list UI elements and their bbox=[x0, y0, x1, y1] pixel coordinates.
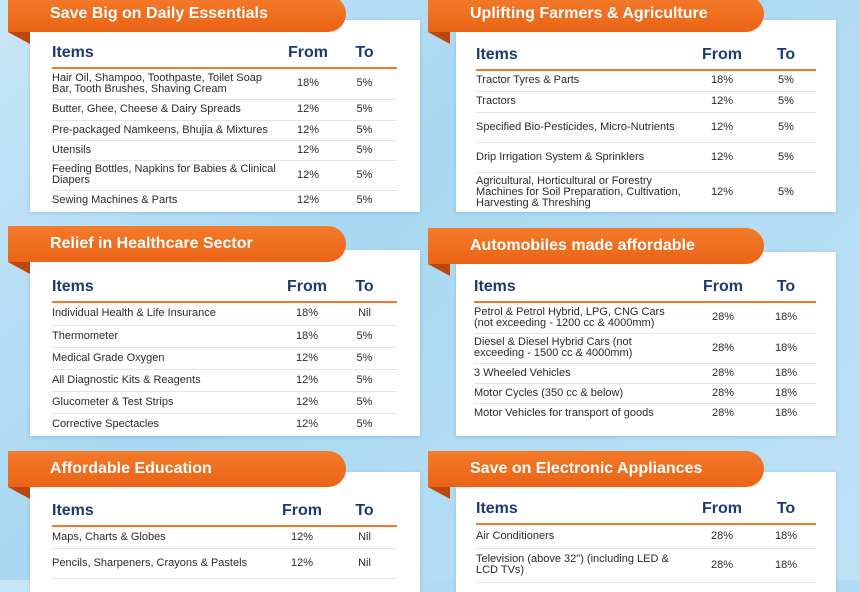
ribbon-fold bbox=[428, 32, 450, 44]
table-row bbox=[52, 302, 397, 325]
item-cell: Maps, Charts & Globes bbox=[52, 526, 272, 548]
item-cell: Drip Irrigation System & Sprinklers bbox=[476, 142, 688, 172]
from-cell: 12% bbox=[688, 91, 756, 112]
item-cell: Diesel & Diesel Hybrid Cars (not exceeding - 1500 cc & 4000mm) bbox=[474, 333, 690, 363]
from-cell: 18% bbox=[284, 68, 332, 99]
from-cell: 12% bbox=[282, 391, 332, 413]
from-cell: 12% bbox=[284, 99, 332, 120]
from-cell: 18% bbox=[282, 325, 332, 347]
to-cell: 5% bbox=[332, 160, 397, 190]
table-row bbox=[476, 142, 816, 172]
table-education bbox=[52, 494, 397, 579]
table-header-row bbox=[476, 38, 816, 70]
ribbon-fold bbox=[8, 262, 30, 274]
table-automobiles bbox=[474, 270, 816, 424]
from-cell: 18% bbox=[282, 302, 332, 325]
header-items: Items bbox=[476, 38, 688, 70]
table-row bbox=[474, 383, 816, 403]
header-from: From bbox=[690, 270, 756, 302]
from-cell: 12% bbox=[284, 140, 332, 160]
header-items: Items bbox=[474, 270, 690, 302]
from-cell: 12% bbox=[284, 160, 332, 190]
header-from: From bbox=[272, 494, 332, 526]
header-from: From bbox=[688, 38, 756, 70]
item-cell: Pre-packaged Namkeens, Bhujia & Mixtures bbox=[52, 120, 284, 140]
from-cell: 28% bbox=[690, 302, 756, 333]
header-to: To bbox=[756, 38, 816, 70]
table-healthcare bbox=[52, 270, 397, 435]
ribbon-fold bbox=[8, 487, 30, 499]
table-header-row bbox=[474, 270, 816, 302]
table-row bbox=[52, 548, 397, 578]
table-row bbox=[52, 526, 397, 548]
table-row bbox=[474, 302, 816, 333]
item-cell: Feeding Bottles, Napkins for Babies & Clinical Diapers bbox=[52, 160, 284, 190]
header-from: From bbox=[284, 36, 332, 68]
item-cell: Tractors bbox=[476, 91, 688, 112]
from-cell: 28% bbox=[690, 363, 756, 383]
table-row bbox=[52, 120, 397, 140]
section-title-text: Save Big on Daily Essentials bbox=[50, 5, 268, 22]
item-cell: Individual Health & Life Insurance bbox=[52, 302, 282, 325]
from-cell: 12% bbox=[272, 548, 332, 578]
header-items: Items bbox=[52, 494, 272, 526]
section-title-healthcare bbox=[8, 226, 346, 262]
table-electronics bbox=[476, 492, 816, 583]
table-row bbox=[476, 70, 816, 91]
from-cell: 28% bbox=[688, 548, 756, 582]
item-cell: Sewing Machines & Parts bbox=[52, 193, 178, 206]
item-cell: Agricultural, Horticultural or Forestry Machines for Soil Preparation, Cultivation, Harvesting & Threshing bbox=[476, 174, 681, 209]
table-row bbox=[52, 99, 397, 120]
header-to: To bbox=[332, 270, 397, 302]
from-cell: 28% bbox=[690, 383, 756, 403]
table-header-row bbox=[52, 270, 397, 302]
item-cell: All Diagnostic Kits & Reagents bbox=[52, 369, 282, 391]
item-cell: Air Conditioners bbox=[476, 524, 688, 548]
header-items: Items bbox=[52, 36, 284, 68]
to-cell: 5% bbox=[332, 325, 397, 347]
table-daily-essentials bbox=[52, 36, 397, 210]
to-cell: Nil bbox=[332, 526, 397, 548]
table-row bbox=[52, 160, 397, 190]
section-title-agriculture bbox=[428, 0, 764, 32]
item-cell: Utensils bbox=[52, 140, 284, 160]
table-row bbox=[52, 325, 397, 347]
item-cell: Television (above 32") (including LED & LCD TVs) bbox=[476, 548, 688, 582]
to-cell: 18% bbox=[774, 407, 798, 420]
section-title-text: Relief in Healthcare Sector bbox=[50, 235, 253, 252]
item-cell: Thermometer bbox=[52, 325, 282, 347]
item-cell: 3 Wheeled Vehicles bbox=[474, 363, 690, 383]
table-row bbox=[476, 172, 816, 212]
from-cell: 18% bbox=[688, 70, 756, 91]
section-title-electronics bbox=[428, 451, 764, 487]
section-title-text: Uplifting Farmers & Agriculture bbox=[470, 5, 708, 22]
to-cell: 5% bbox=[332, 391, 397, 413]
to-cell: 18% bbox=[756, 333, 816, 363]
to-cell: 5% bbox=[332, 347, 397, 369]
table-row bbox=[52, 68, 397, 99]
to-cell: Nil bbox=[332, 302, 397, 325]
table-row bbox=[474, 403, 816, 424]
header-to: To bbox=[756, 492, 816, 524]
from-cell: 12% bbox=[272, 526, 332, 548]
item-cell: Motor Cycles (350 cc & below) bbox=[474, 383, 690, 403]
from-cell: 12% bbox=[710, 185, 734, 198]
from-cell: 28% bbox=[711, 407, 735, 420]
table-row bbox=[476, 524, 816, 548]
table-header-row bbox=[52, 36, 397, 68]
header-from: From bbox=[688, 492, 756, 524]
table-row bbox=[474, 333, 816, 363]
item-cell: Glucometer & Test Strips bbox=[52, 391, 282, 413]
table-row bbox=[52, 347, 397, 369]
item-cell: Petrol & Petrol Hybrid, LPG, CNG Cars (not exceeding - 1200 cc & 4000mm) bbox=[474, 302, 690, 333]
to-cell: 5% bbox=[756, 142, 816, 172]
item-cell: Butter, Ghee, Cheese & Dairy Spreads bbox=[52, 99, 284, 120]
from-cell: 28% bbox=[690, 333, 756, 363]
to-cell: 18% bbox=[756, 383, 816, 403]
table-agriculture bbox=[476, 38, 816, 212]
table-row bbox=[52, 391, 397, 413]
table-row bbox=[52, 140, 397, 160]
from-cell: 12% bbox=[688, 142, 756, 172]
to-cell: 5% bbox=[332, 120, 397, 140]
to-cell: Nil bbox=[332, 548, 397, 578]
ribbon-fold bbox=[428, 264, 450, 276]
table-row bbox=[476, 548, 816, 582]
from-cell: 12% bbox=[282, 347, 332, 369]
item-cell: Specified Bio-Pesticides, Micro-Nutrients bbox=[476, 112, 688, 142]
section-title-text: Save on Electronic Appliances bbox=[470, 460, 703, 477]
table-header-row bbox=[52, 494, 397, 526]
table-row bbox=[476, 91, 816, 112]
to-cell: 5% bbox=[332, 140, 397, 160]
table-header-row bbox=[476, 492, 816, 524]
section-title-education bbox=[8, 451, 346, 487]
header-from: From bbox=[282, 270, 332, 302]
item-cell: Corrective Spectacles bbox=[52, 417, 159, 430]
to-cell: 5% bbox=[332, 68, 397, 99]
header-to: To bbox=[332, 494, 397, 526]
from-cell: 12% bbox=[282, 369, 332, 391]
to-cell: 5% bbox=[356, 193, 373, 206]
to-cell: 5% bbox=[756, 91, 816, 112]
to-cell: 5% bbox=[756, 112, 816, 142]
header-to: To bbox=[332, 36, 397, 68]
table-row bbox=[52, 190, 397, 210]
item-cell: Motor Vehicles for transport of goods bbox=[474, 407, 654, 420]
to-cell: 5% bbox=[778, 185, 794, 198]
section-title-text: Automobiles made affordable bbox=[470, 237, 695, 254]
table-row bbox=[52, 369, 397, 391]
to-cell: 18% bbox=[756, 524, 816, 548]
header-to: To bbox=[756, 270, 816, 302]
table-row bbox=[474, 363, 816, 383]
item-cell: Hair Oil, Shampoo, Toothpaste, Toilet Soap Bar, Tooth Brushes, Shaving Cream bbox=[52, 68, 284, 99]
from-cell: 12% bbox=[688, 112, 756, 142]
section-title-automobiles bbox=[428, 228, 764, 264]
to-cell: 18% bbox=[756, 363, 816, 383]
ribbon-fold bbox=[8, 32, 30, 44]
ribbon-fold bbox=[428, 487, 450, 499]
item-cell: Medical Grade Oxygen bbox=[52, 347, 282, 369]
to-cell: 18% bbox=[756, 548, 816, 582]
to-cell: 18% bbox=[756, 302, 816, 333]
from-cell: 12% bbox=[296, 193, 320, 206]
header-items: Items bbox=[52, 270, 282, 302]
section-title-daily-essentials bbox=[8, 0, 346, 32]
to-cell: 5% bbox=[332, 99, 397, 120]
from-cell: 12% bbox=[284, 120, 332, 140]
to-cell: 5% bbox=[356, 417, 373, 430]
header-items: Items bbox=[476, 492, 688, 524]
item-cell: Pencils, Sharpeners, Crayons & Pastels bbox=[52, 548, 272, 578]
table-row bbox=[476, 112, 816, 142]
from-cell: 12% bbox=[295, 417, 319, 430]
to-cell: 5% bbox=[332, 369, 397, 391]
section-title-text: Affordable Education bbox=[50, 460, 212, 477]
to-cell: 5% bbox=[756, 70, 816, 91]
table-row bbox=[52, 413, 397, 435]
item-cell: Tractor Tyres & Parts bbox=[476, 70, 688, 91]
from-cell: 28% bbox=[688, 524, 756, 548]
